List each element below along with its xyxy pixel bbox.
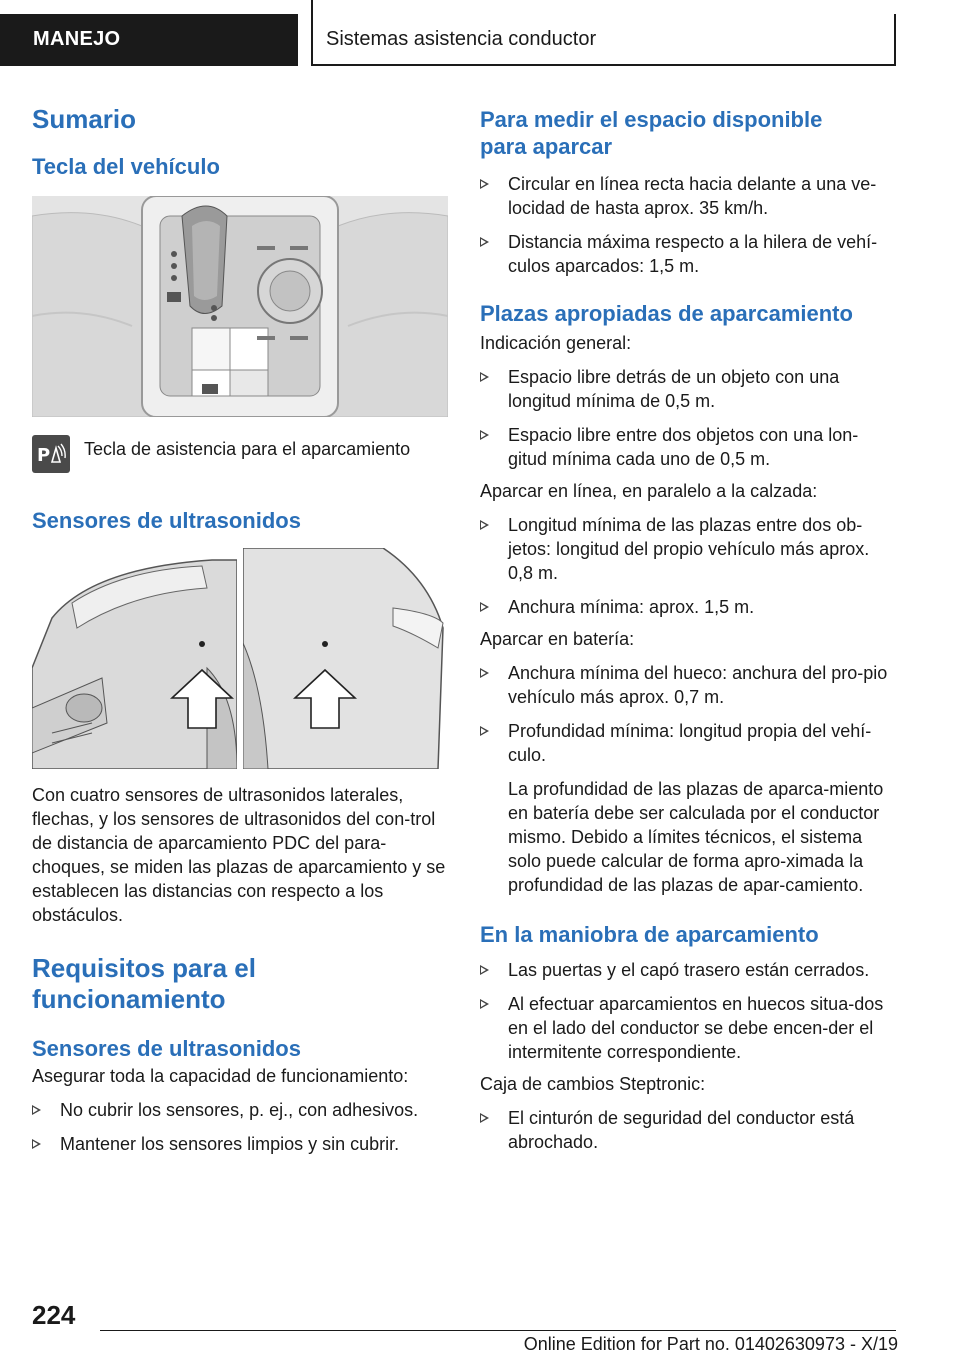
list-item: Distancia máxima respecto a la hilera de vehí-culos aparcados: 1,5 m.	[480, 230, 896, 278]
list-item: Mantener los sensores limpios y sin cubrir.	[32, 1132, 448, 1156]
list-item: Anchura mínima del hueco: anchura del pro-pio vehículo más aprox. 0,7 m.	[480, 661, 896, 709]
heading-maniobra: En la maniobra de aparcamiento	[480, 922, 819, 947]
heading-plazas: Plazas apropiadas de aparcamiento	[480, 301, 853, 326]
list-item: Espacio libre detrás de un objeto con una longitud mínima de 0,5 m.	[480, 365, 896, 413]
page-number: 224	[32, 1300, 76, 1330]
bateria-note: La profundidad de las plazas de aparca-miento en batería debe ser calculada por el conductor mismo. Debido a límites técnicos, el sistema solo puede calcular de forma apro-ximada la profundidad de las plazas de apar-camiento.	[508, 779, 884, 895]
steptronic-text: Caja de cambios Steptronic:	[480, 1074, 706, 1094]
parking-assist-icon	[32, 435, 70, 473]
list-item: No cubrir los sensores, p. ej., con adhesivos.	[32, 1098, 448, 1122]
list-item: Al efectuar aparcamientos en huecos situa-dos en el lado del conductor se debe encen-der el intermitente correspondiente.	[480, 992, 896, 1064]
heading-tecla: Tecla del vehículo	[32, 154, 220, 179]
asegurar-text: Asegurar toda la capacidad de funcionamiento:	[32, 1066, 409, 1086]
footer-edition: Online Edition for Part no. 01402630973 - X/19	[523, 1334, 898, 1354]
heading-requisitos: Requisitos para el funcionamiento	[32, 953, 256, 1014]
gear-selector-figure	[32, 196, 448, 417]
left-column	[32, 100, 448, 1156]
tecla-caption: Tecla de asistencia para el aparcamiento	[84, 439, 411, 459]
gear-selector-illustration	[32, 196, 448, 417]
chapter-title: Sistemas asistencia conductor	[326, 28, 597, 50]
svg-text:P: P	[37, 445, 51, 466]
sensors-figure	[32, 548, 448, 769]
section-tab: MANEJO	[0, 14, 298, 66]
list-item: Espacio libre entre dos objetos con una lon-gitud mínima cada uno de 0,5 m.	[480, 423, 896, 471]
heading-sensores-requisitos: Sensores de ultrasonidos	[32, 1036, 301, 1061]
indicacion-text: Indicación general:	[480, 333, 632, 353]
tecla-legend	[32, 435, 448, 473]
side-sensor-illustration	[243, 548, 448, 769]
list-item: Circular en línea recta hacia delante a una ve-locidad de hasta aprox. 35 km/h.	[480, 172, 896, 220]
bateria-text: Aparcar en batería:	[480, 629, 635, 649]
list-item: Las puertas y el capó trasero están cerrados.	[480, 958, 896, 982]
linea-text: Aparcar en línea, en paralelo a la calzada:	[480, 481, 818, 501]
footer-rule	[100, 1330, 896, 1331]
front-bumper-illustration	[32, 548, 237, 769]
heading-sensores: Sensores de ultrasonidos	[32, 508, 301, 533]
list-item: Profundidad mínima: longitud propia del vehí-culo.	[480, 719, 896, 767]
heading-sumario: Sumario	[32, 104, 137, 134]
list-item: El cinturón de seguridad del conductor está abrochado.	[480, 1106, 896, 1154]
heading-medir: Para medir el espacio disponible para aparcar	[480, 107, 823, 159]
right-column	[480, 100, 896, 1154]
list-item: Longitud mínima de las plazas entre dos ob-jetos: longitud del propio vehículo más aprox. 0,8 m.	[480, 513, 896, 585]
list-item: Anchura mínima: aprox. 1,5 m.	[480, 595, 896, 619]
sensores-paragraph: Con cuatro sensores de ultrasonidos laterales, flechas, y los sensores de ultrasonidos del con-trol de distancia de aparcamiento PDC del para-choques, se miden las plazas de aparcamiento y se establecen las distancias con respecto a los obstáculos.	[32, 785, 446, 925]
